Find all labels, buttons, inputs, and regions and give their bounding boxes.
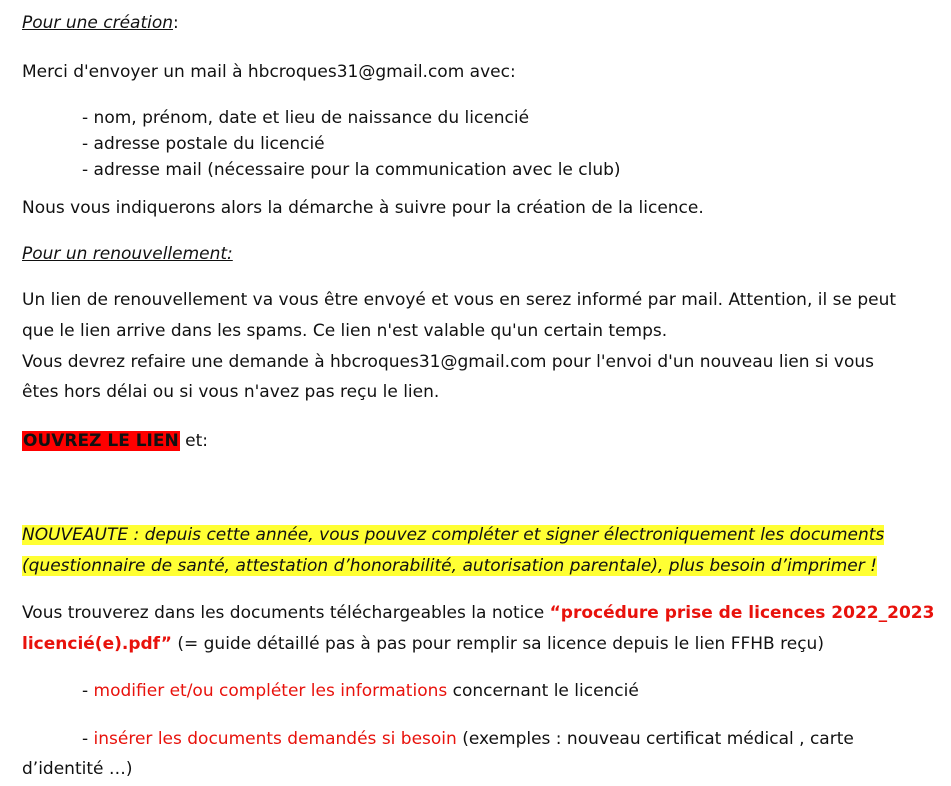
notice-doc-title: “procédure prise de licences 2022_2023 xyxy=(549,603,935,623)
creation-item: - adresse postale du licencié xyxy=(82,134,325,154)
creation-intro-suffix: avec: xyxy=(464,62,516,82)
news-line xyxy=(22,551,877,581)
notice-doc-title: licencié(e).pdf” xyxy=(22,634,172,654)
open-link-highlight: OUVREZ LE LIEN xyxy=(23,431,179,451)
news-line-text: (questionnaire de santé, attestation d’honorabilité, autorisation parentale), plus besoin d’imprimer ! xyxy=(22,556,877,576)
creation-item: - nom, prénom, date et lieu de naissance du licencié xyxy=(82,108,530,128)
open-link-line xyxy=(22,426,208,456)
creation-intro-prefix: Merci d'envoyer un mail à xyxy=(22,62,248,82)
creation-email: hbcroques31@gmail.com xyxy=(247,62,465,82)
notice-prefix: Vous trouverez dans les documents téléchargeables la notice xyxy=(22,603,550,623)
step-dash: - xyxy=(82,729,94,749)
news-line-text: NOUVEAUTE : depuis cette année, vous pouvez compléter et signer électroniquement les documents xyxy=(22,525,885,545)
step-item xyxy=(82,724,854,754)
creation-intro xyxy=(22,57,516,87)
news-line xyxy=(22,520,884,550)
step-continuation: d’identité …) xyxy=(22,759,133,779)
open-link-suffix: et: xyxy=(179,431,208,451)
step-rest: (exemples : nouveau certificat médical , carte xyxy=(456,729,854,749)
renewal-line: que le lien arrive dans les spams. Ce lien n'est valable qu'un certain temps. xyxy=(22,321,668,341)
creation-item: - adresse mail (nécessaire pour la communication avec le club) xyxy=(82,160,621,180)
notice-line xyxy=(22,629,824,659)
creation-heading xyxy=(22,8,179,38)
step-item xyxy=(82,676,639,706)
notice-suffix: (= guide détaillé pas à pas pour remplir sa licence depuis le lien FFHB reçu) xyxy=(171,634,824,654)
renewal-line: Un lien de renouvellement va vous être envoyé et vous en serez informé par mail. Attention, il se peut xyxy=(22,290,897,310)
renewal-heading xyxy=(22,239,233,269)
step-dash: - xyxy=(82,681,94,701)
notice-line xyxy=(22,598,934,628)
creation-heading-colon: : xyxy=(173,13,179,33)
renewal-line: êtes hors délai ou si vous n'avez pas reçu le lien. xyxy=(22,382,440,402)
creation-heading-text: Pour une création xyxy=(22,13,174,33)
step-action: insérer les documents demandés si besoin xyxy=(93,729,457,749)
step-rest: concernant le licencié xyxy=(447,681,639,701)
renewal-heading-text: Pour un renouvellement: xyxy=(22,244,233,264)
step-action: modifier et/ou compléter les informations xyxy=(93,681,448,701)
creation-outro: Nous vous indiquerons alors la démarche à suivre pour la création de la licence. xyxy=(22,198,704,218)
renewal-line: Vous devrez refaire une demande à hbcroques31@gmail.com pour l'envoi d'un nouveau lien si vous xyxy=(22,352,875,372)
